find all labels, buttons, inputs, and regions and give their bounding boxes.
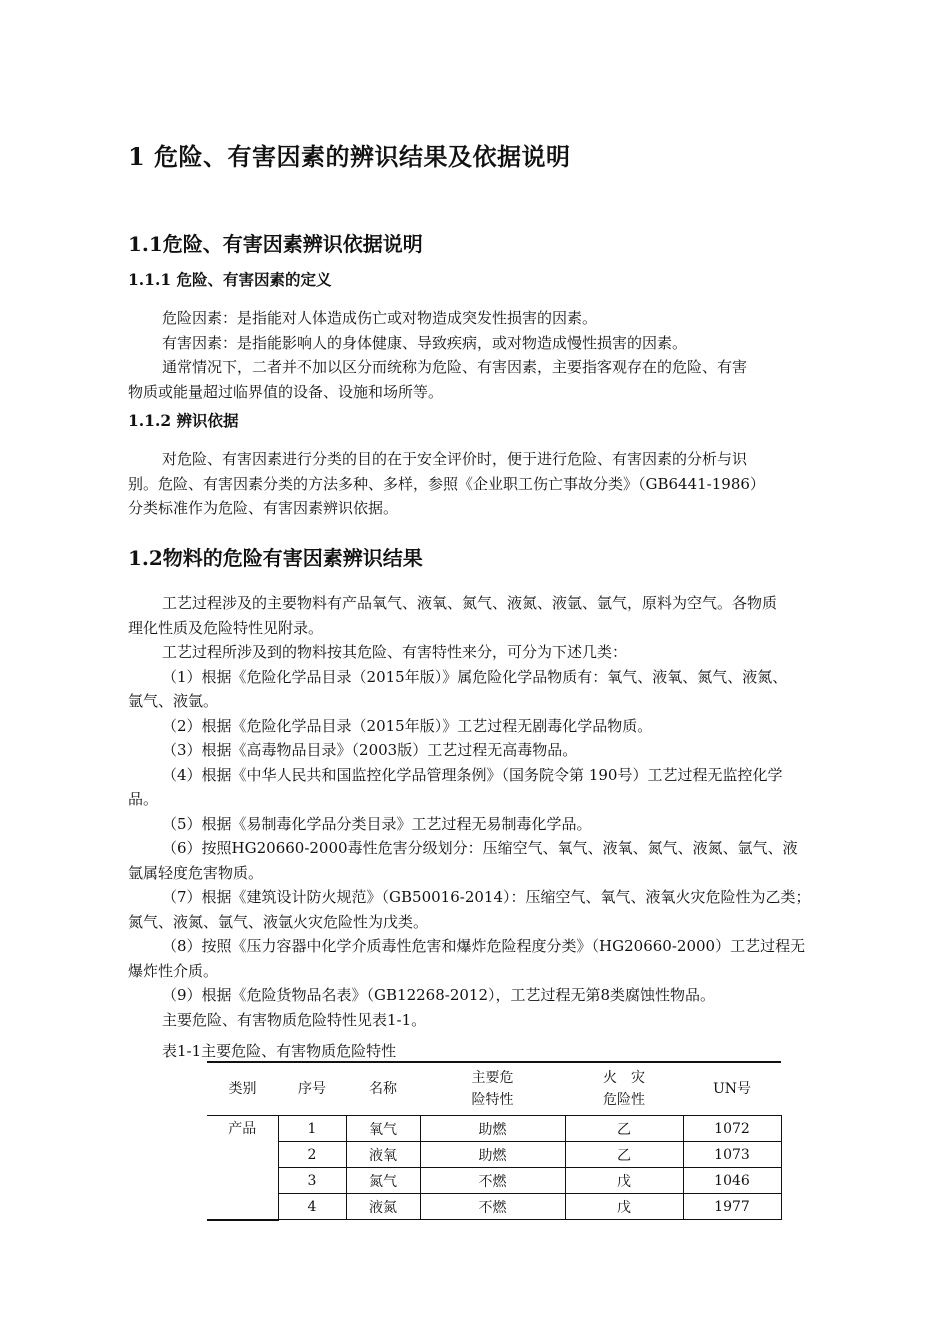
cell-fire-hazard: 戊 (565, 1168, 683, 1194)
cell-fire-hazard: 乙 (565, 1116, 683, 1142)
cell-un-number: 1046 (683, 1168, 781, 1194)
header-fire-hazard (565, 1062, 683, 1116)
header-main-hazard-line-2: 险特性 (471, 1092, 514, 1108)
header-category: 类别 (228, 1081, 257, 1097)
cell-un-number: 1977 (683, 1194, 781, 1220)
table-caption: 表1-1主要危险、有害物质危险特性 (162, 1042, 397, 1060)
cell-main-hazard: 助燃 (420, 1142, 565, 1168)
text-line: （4）根据《中华人民共和国监控化学品管理条例》（国务院令第 190号）工艺过程无监控化学 (162, 765, 783, 784)
text-line: 主要危险、有害物质危险特性见表1-1。 (162, 1010, 427, 1029)
section-1-1-1-heading: 1.1.1 危险、有害因素的定义 (128, 270, 332, 289)
text-line: （5）根据《易制毒化学品分类目录》工艺过程无易制毒化学品。 (162, 814, 592, 833)
table-header-row (207, 1062, 781, 1116)
header-fire-hazard-line-2: 危险性 (603, 1092, 645, 1108)
text-line: （8）按照《压力容器中化学介质毒性危害和爆炸危险程度分类》（HG20660-2000）工艺过程无 (162, 937, 806, 955)
cell-main-hazard: 助燃 (420, 1116, 565, 1142)
basis-paragraph (128, 447, 863, 521)
category-cell: 产品 (207, 1116, 278, 1220)
text-line: （7）根据《建筑设计防火规范》（GB50016-2014）：压缩空气、氧气、液氧火灾危险性为乙类； (162, 888, 811, 906)
text-line: 爆炸性介质。 (128, 961, 219, 980)
cell-number: 1 (278, 1116, 346, 1142)
text-line: （9）根据《危险货物品名表》（GB12268-2012），工艺过程无第8类腐蚀性物品。 (162, 986, 716, 1004)
cell-name: 氮气 (346, 1168, 420, 1194)
cell-name: 液氧 (346, 1142, 420, 1168)
text-line: （6）按照HG20660-2000毒性危害分级划分：压缩空气、氧气、液氧、氮气、液氮、氩气、液 (162, 839, 798, 857)
section-1-2-heading: 1.2物料的危险有害因素辨识结果 (128, 546, 423, 570)
text-line: 氮气、液氮、氩气、液氩火灾危险性为戊类。 (128, 912, 429, 931)
table-row (207, 1168, 781, 1194)
text-line: 氩气、液氩。 (128, 692, 219, 710)
text-line: （2）根据《危险化学品目录（2015年版）》工艺过程无剧毒化学品物质。 (162, 716, 653, 735)
text-line: 分类标准作为危险、有害因素辨识依据。 (128, 499, 399, 517)
text-line: 品。 (128, 790, 159, 808)
cell-main-hazard: 不燃 (420, 1168, 565, 1194)
cell-number: 3 (278, 1168, 346, 1194)
table-row (207, 1116, 781, 1142)
text-line: 工艺过程涉及的主要物料有产品氧气、液氧、氮气、液氮、液氩、氩气，原料为空气。各物质 (162, 594, 778, 612)
table-row (207, 1142, 781, 1168)
table-row (207, 1194, 781, 1220)
text-line: （1）根据《危险化学品目录（2015年版）》属危险化学品物质有：氧气、液氧、氮气、液氮、 (162, 667, 788, 686)
cell-un-number: 1072 (683, 1116, 781, 1142)
text-line: 对危险、有害因素进行分类的目的在于安全评价时，便于进行危险、有害因素的分析与识 (162, 450, 748, 468)
section-1-1-heading: 1.1危险、有害因素辨识依据说明 (128, 232, 423, 256)
text-line: 理化性质及危险特性见附录。 (128, 618, 324, 637)
text-line: 氩属轻度危害物质。 (128, 863, 264, 882)
hazard-table (207, 1061, 782, 1221)
cell-main-hazard: 不燃 (420, 1194, 565, 1220)
header-un-number: UN号 (712, 1081, 752, 1097)
cell-number: 2 (278, 1142, 346, 1168)
text-line: 工艺过程所涉及到的物料按其危险、有害特性来分，可分为下述几类： (162, 643, 628, 661)
cell-fire-hazard: 戊 (565, 1194, 683, 1220)
header-main-hazard (420, 1062, 565, 1116)
cell-number: 4 (278, 1194, 346, 1220)
text-line: 有害因素：是指能影响人的身体健康、导致疾病，或对物造成慢性损害的因素。 (162, 333, 688, 352)
cell-name: 氧气 (346, 1116, 420, 1142)
cell-name: 液氮 (346, 1194, 420, 1220)
text-line: 通常情况下，二者并不加以区分而统称为危险、有害因素，主要指客观存在的危险、有害 (162, 358, 748, 376)
text-line: （3）根据《高毒物品目录》（2003版）工艺过程无高毒物品。 (162, 741, 578, 759)
cell-fire-hazard: 乙 (565, 1142, 683, 1168)
materials-paragraph (128, 591, 863, 1032)
section-1-1-2-heading: 1.1.2 辨识依据 (128, 411, 239, 430)
header-main-hazard-line-1: 主要危 (471, 1070, 514, 1086)
header-fire-hazard-line-1: 火 灾 (603, 1070, 645, 1086)
page-title: 1 危险、有害因素的辨识结果及依据说明 (128, 142, 571, 171)
cell-un-number: 1073 (683, 1142, 781, 1168)
header-number: 序号 (298, 1081, 326, 1097)
header-name: 名称 (369, 1081, 397, 1097)
text-line: 物质或能量超过临界值的设备、设施和场所等。 (128, 382, 444, 401)
definition-paragraph (128, 306, 863, 404)
text-line: 别。危险、有害因素分类的方法多种、多样，参照《企业职工伤亡事故分类》（GB6441-1986） (128, 474, 765, 493)
text-line: 危险因素：是指能对人体造成伤亡或对物造成突发性损害的因素。 (162, 309, 598, 327)
